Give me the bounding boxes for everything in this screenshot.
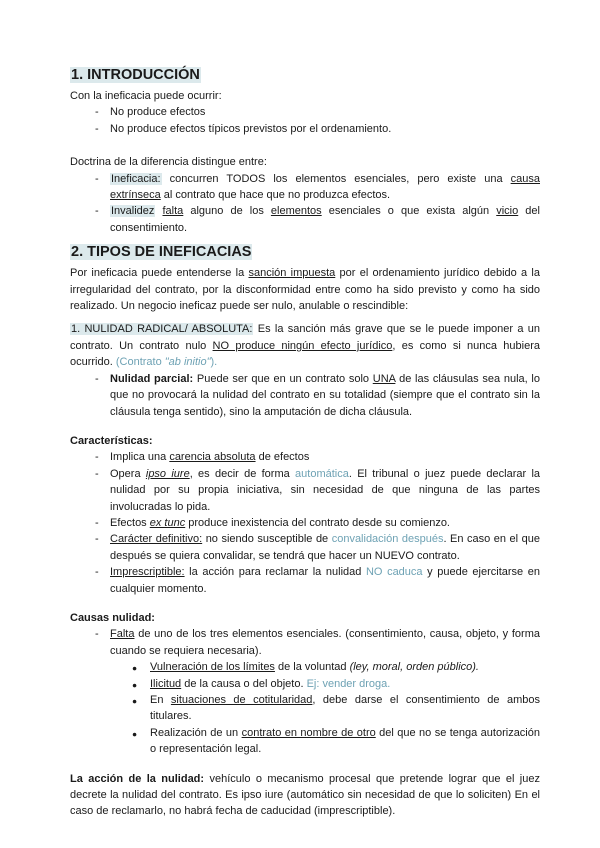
text-run: Realización de un	[150, 726, 242, 739]
text-run: Doctrina de la diferencia distingue entre:	[70, 156, 267, 169]
text-run: causa extrínseca	[110, 172, 540, 202]
text-run: la acción para reclamar la nulidad	[184, 566, 366, 579]
dash-marker: -	[95, 533, 99, 546]
paragraph-nulidad-radical	[70, 321, 540, 370]
dash-marker: -	[95, 451, 99, 464]
text-run: de efectos	[255, 451, 310, 464]
dash-marker: -	[95, 122, 99, 135]
sub-list-item	[70, 692, 540, 725]
dash-marker: -	[95, 372, 99, 385]
bullet-marker: ●	[132, 696, 138, 706]
text-run: produce inexistencia del contrato desde su comienzo.	[185, 516, 450, 529]
list-item	[70, 466, 540, 515]
bullet-marker: ●	[132, 679, 138, 690]
dash-marker: -	[95, 628, 99, 641]
text-run: sanción impuesta	[248, 267, 336, 280]
text-run: concurren TODOS los elementos esenciales, pero existe una	[161, 172, 511, 185]
paragraph-ineficacia-intro	[70, 88, 540, 104]
text-run: vehículo o mecanismo procesal que pretende lograr que el juez decrete la nulidad del contrato. Es ipso iure (automático sin necesidad de que lo soliciten) En el caso de reclamarlo, no habrá fecha de caducidad (imprescriptible).	[70, 772, 540, 818]
text-run: vicio	[496, 205, 519, 218]
text-run: Es la sanción más grave que se le puede imponer a un contrato. Un contrato nulo	[70, 323, 541, 352]
text-run: Ineficacia:	[111, 172, 161, 185]
text-run: 2. TIPOS DE INEFICACIAS	[71, 244, 252, 261]
text-run: Opera	[110, 467, 146, 480]
text-run: elementos	[270, 205, 322, 218]
paragraph-por-ineficacia	[70, 265, 540, 314]
bullet-marker: ●	[132, 663, 138, 674]
list-item-invalidez	[70, 203, 540, 236]
text-run: (Contrato	[115, 356, 165, 369]
text-run: NO caduca	[365, 566, 423, 579]
heading-introduccion	[70, 66, 540, 84]
dash-marker: -	[95, 516, 99, 529]
text-run: situaciones de cotitularidad	[170, 694, 313, 706]
sub-list-item	[70, 676, 540, 692]
dash-marker: -	[95, 566, 99, 579]
text-run: no siendo susceptible de	[202, 533, 332, 546]
document-content	[70, 66, 540, 820]
text-run: Carácter definitivo:	[110, 533, 203, 546]
text-run: esenciales o que exista algún	[321, 205, 497, 218]
text-run: 1. INTRODUCCIÓN	[71, 67, 200, 83]
list-item	[70, 104, 540, 120]
text-run: al contrato que hace que no produzca efectos.	[160, 189, 391, 202]
text-run: (ley, moral, orden público).	[349, 661, 479, 674]
text-run: Vulneración de los límites	[150, 661, 275, 674]
text-run: Con la ineficacia puede ocurrir:	[70, 90, 222, 102]
text-run: Causas nulidad:	[70, 611, 155, 624]
list-item	[70, 515, 540, 531]
text-run: , es decir de forma	[189, 467, 296, 480]
heading-tipos-de-ineficacias	[70, 243, 540, 261]
heading-caracteristicas	[70, 433, 540, 449]
text-run: ex tunc	[149, 516, 186, 529]
sub-list-item	[70, 659, 540, 675]
text-run: , es como si nunca hubiera ocurrido.	[70, 339, 540, 369]
text-run: No produce efectos típicos previstos por el ordenamiento.	[110, 122, 392, 135]
text-run: Ilicitud	[150, 677, 182, 690]
text-run: automática	[295, 467, 349, 480]
list-item-ineficacia	[70, 171, 540, 204]
text-run: Efectos	[110, 516, 150, 529]
text-run: No produce efectos	[110, 106, 206, 119]
dash-marker: -	[95, 172, 99, 185]
text-run: 1. NULIDAD RADICAL/ ABSOLUTA:	[71, 323, 253, 336]
text-run: Falta	[110, 628, 135, 641]
text-run: contrato en nombre de otro	[241, 726, 376, 739]
text-run: Nulidad parcial:	[110, 372, 194, 385]
text-run: y puede ejercitarse en cualquier momento.	[110, 566, 541, 595]
list-item	[70, 121, 540, 137]
text-run: NO produce ningún efecto jurídico	[212, 339, 393, 352]
text-run: ).	[210, 356, 218, 369]
text-run: En	[150, 694, 171, 706]
text-run: Imprescriptible:	[110, 566, 185, 579]
list-item	[70, 449, 540, 465]
text-run: Puede ser que en un contrato solo	[193, 372, 373, 385]
text-run: convalidación después	[331, 533, 444, 546]
text-run: de las cláusulas sea nula, lo que no provocará la nulidad del contrato en su totalidad (siempre que el contrato sin la cláusula tenga sentido), sino la amputación de dicha cláusula.	[110, 372, 540, 418]
text-run: Implica una	[110, 451, 170, 464]
text-run: del consentimiento.	[110, 205, 540, 234]
list-item-falta	[70, 626, 540, 659]
text-run: UNA	[372, 372, 396, 385]
text-run: . En caso en el que después se quiera convalidar, se tendrá que hacer un NUEVO contrato.	[110, 533, 540, 562]
text-run: de uno de los tres elementos esenciales. (consentimiento, causa, objeto, y forma cuando se requiera necesaria).	[110, 628, 540, 657]
dash-marker: -	[95, 205, 99, 218]
dash-marker: -	[95, 106, 99, 119]
text-run: alguno de los	[183, 205, 271, 218]
text-run	[155, 205, 162, 217]
paragraph-doctrina	[70, 154, 540, 170]
text-run: por el ordenamiento jurídico debido a la irregularidad del contrato, por la disconformidad entre como ha sido previsto y como ha sido realizado. Un negocio ineficaz puede ser nulo, anulable o rescindible:	[70, 267, 540, 313]
text-run: "ab initio"	[164, 356, 211, 369]
text-run: ipso iure	[145, 467, 190, 480]
text-run: , debe darse el consentimiento de ambos titulares.	[150, 694, 540, 723]
text-run: . El tribunal o juez puede declarar la nulidad por su propia iniciativa, sin necesidad de que ninguna de las partes involucradas lo pida.	[110, 467, 541, 513]
text-run: de la voluntad	[274, 661, 350, 674]
list-item	[70, 564, 540, 597]
text-run: carencia absoluta	[169, 451, 256, 464]
list-item	[70, 531, 540, 564]
heading-causas-nulidad	[70, 610, 540, 626]
text-run: Por ineficacia puede entenderse la	[70, 267, 249, 280]
spacer	[70, 137, 540, 154]
list-item-nulidad-parcial	[70, 371, 540, 420]
dash-marker: -	[95, 467, 99, 480]
text-run: del que no se tenga autorización o representación legal.	[150, 726, 540, 756]
text-run: Características:	[70, 434, 153, 447]
bullet-marker: ●	[132, 728, 138, 739]
paragraph-accion-nulidad	[70, 771, 540, 820]
text-run: falta	[162, 205, 184, 218]
text-run: de la causa o del objeto.	[181, 677, 307, 690]
text-run: Invalidez	[111, 205, 155, 218]
sub-list-item	[70, 725, 540, 758]
text-run: Ej: vender droga.	[306, 677, 391, 690]
text-run: La acción de la nulidad:	[70, 772, 205, 785]
